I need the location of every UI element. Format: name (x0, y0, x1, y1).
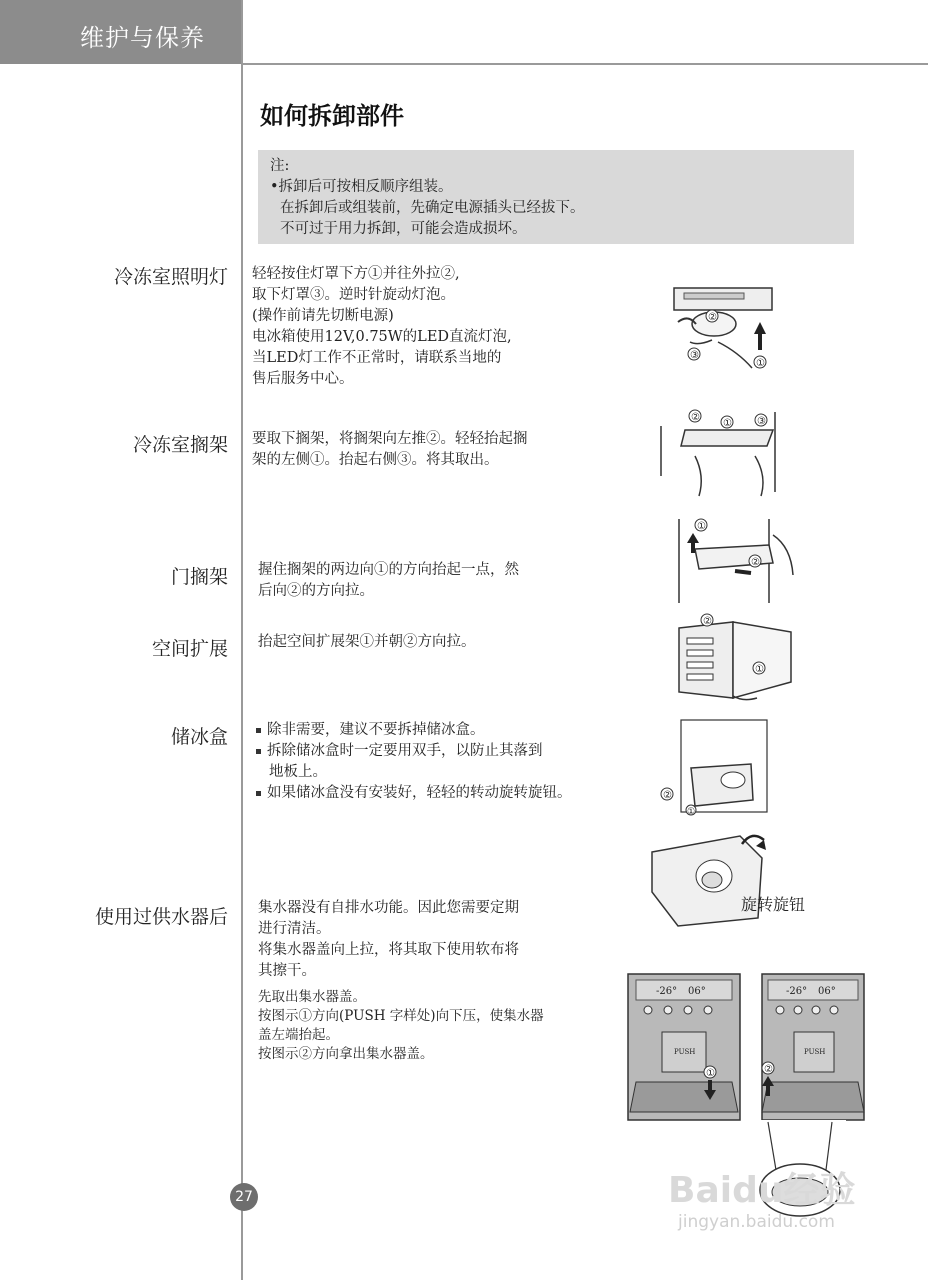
knob-caption: 旋转旋钮 (741, 895, 806, 914)
space-expand-illustration (673, 612, 803, 714)
temp-fridge: 06° (818, 986, 836, 997)
callout-2: ② (703, 616, 712, 627)
callout-2: ② (751, 557, 760, 568)
door-shelf-text (258, 560, 519, 602)
step-line: 先取出集水器盖。 (258, 989, 366, 1005)
door-shelf-illustration (673, 515, 799, 607)
callout-2: ② (764, 1064, 773, 1075)
callout-2: ② (663, 790, 672, 801)
callout-1: ① (687, 807, 696, 816)
text-line: 握住搁架的两边向①的方向抬起一点，然 (258, 562, 519, 578)
header-rule (242, 63, 928, 65)
text-line: 进行清洁。 (258, 921, 331, 937)
ice-bin-bullets (256, 720, 572, 804)
callout-1: ① (755, 664, 764, 675)
bullet-text: 除非需要，建议不要拆掉储冰盒。 (267, 722, 485, 738)
temp-fridge: 06° (688, 986, 706, 997)
text-line: 后向②的方向拉。 (258, 583, 374, 599)
section-label-water-dispenser: 使用过供水器后 (94, 906, 228, 928)
section-label-freezer-light: 冷冻室照明灯 (113, 266, 228, 288)
section-tab (0, 0, 242, 64)
bullet-item (256, 720, 572, 741)
text-line: 抬起空间扩展架①并朝②方向拉。 (258, 634, 476, 650)
freezer-light-text (252, 264, 512, 390)
text-line: 当LED灯工作不正常时，请联系当地的 (252, 350, 502, 366)
callout-2: ② (691, 412, 700, 423)
margin-rule (241, 0, 243, 1280)
push-label: PUSH (674, 1048, 696, 1056)
page-title: 如何拆卸部件 (260, 102, 404, 130)
text-line: 电冰箱使用12V,0.75W的LED直流灯泡, (252, 329, 512, 345)
water-dispenser-text (258, 898, 519, 982)
section-label-space-expand: 空间扩展 (151, 638, 228, 660)
callout-3: ③ (690, 350, 699, 361)
step-line: 按图示②方向拿出集水器盖。 (258, 1046, 434, 1062)
text-line: 将集水器盖向上拉，将其取下使用软布将 (258, 942, 519, 958)
temp-freezer: -26° (656, 986, 678, 997)
note-box (258, 150, 854, 244)
text-line: 售后服务中心。 (252, 371, 354, 387)
watermark-logo: Baidu经验 (668, 1170, 856, 1211)
temp-freezer: -26° (786, 986, 808, 997)
text-line: 其擦干。 (258, 963, 316, 979)
push-label: PUSH (804, 1048, 826, 1056)
space-expand-text (258, 632, 476, 653)
callout-3: ③ (757, 416, 766, 427)
water-dispenser-steps (258, 988, 544, 1064)
callout-1: ① (756, 358, 765, 369)
text-line: 要取下搁架，将搁架向左推②。轻轻抬起搁 (252, 431, 528, 447)
callout-1: ① (706, 1068, 715, 1079)
step-line: 盖左端抬起。 (258, 1027, 339, 1043)
freezer-shelf-illustration (655, 406, 785, 498)
bullet-item (256, 741, 572, 762)
freezer-light-illustration (668, 282, 780, 374)
bullet-item (256, 783, 572, 804)
bullet-text: 如果储冰盒没有安装好，轻轻的转动旋转旋钮。 (267, 785, 572, 801)
text-line: 集水器没有自排水功能。因此您需要定期 (258, 900, 519, 916)
text-line: (操作前请先切断电源) (252, 308, 394, 324)
bullet-text: 拆除储冰盒时一定要用双手，以防止其落到 (267, 743, 543, 759)
text-line: 取下灯罩③。逆时针旋动灯泡。 (252, 287, 455, 303)
step-line: 按图示①方向(PUSH 字样处)向下压，使集水器 (258, 1008, 544, 1024)
callout-1: ① (697, 521, 706, 532)
ice-bin-knob-illustration (648, 822, 778, 932)
section-tab-label: 维护与保养 (80, 24, 205, 52)
note-heading: 注: (270, 158, 290, 174)
bullet-continuation: 地板上。 (269, 764, 327, 780)
freezer-shelf-text (252, 429, 528, 471)
section-label-ice-bin: 储冰盒 (170, 726, 228, 748)
section-label-door-shelf: 门搁架 (170, 566, 228, 588)
section-label-freezer-shelf: 冷冻室搁架 (132, 434, 228, 456)
page-number: 27 (230, 1183, 258, 1211)
dispenser-illustration-right (760, 972, 866, 1122)
callout-2: ② (708, 312, 717, 323)
ice-bin-illustration (655, 716, 770, 816)
note-line: •拆卸后可按相反顺序组装。 (270, 179, 453, 195)
dispenser-illustration-left (626, 972, 742, 1122)
watermark-url: jingyan.baidu.com (678, 1212, 835, 1232)
note-line: 不可过于用力拆卸，可能会造成损坏。 (280, 221, 527, 237)
callout-1: ① (723, 418, 732, 429)
text-line: 架的左侧①。抬起右侧③。将其取出。 (252, 452, 499, 468)
text-line: 轻轻按住灯罩下方①并往外拉②, (252, 266, 460, 282)
note-line: 在拆卸后或组装前，先确定电源插头已经拔下。 (280, 200, 585, 216)
